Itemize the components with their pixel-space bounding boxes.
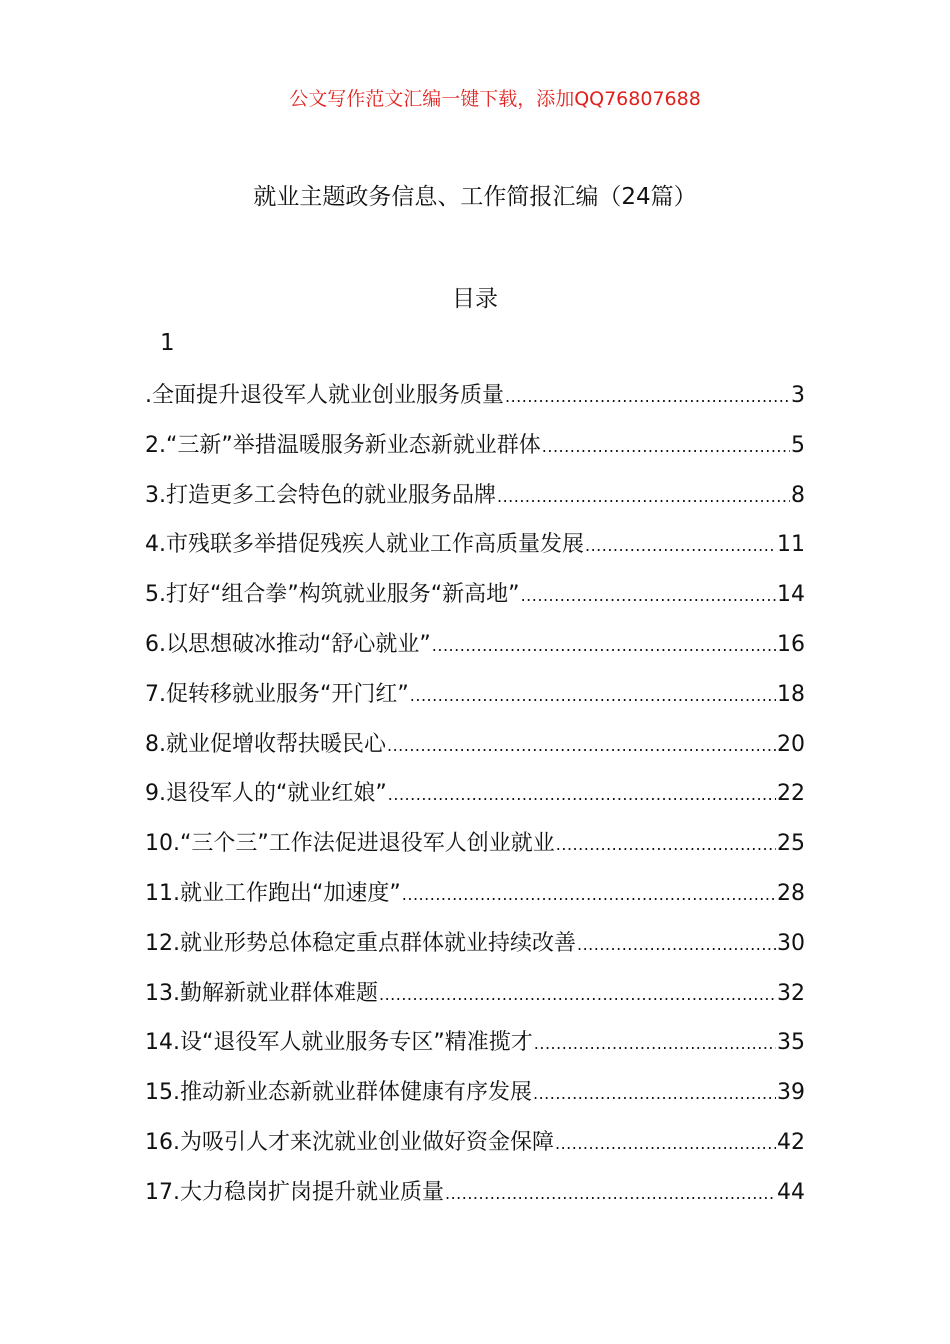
toc-entry[interactable] (145, 1025, 805, 1075)
toc-entry[interactable] (145, 527, 805, 577)
dot-leader (387, 736, 776, 755)
toc-entry-page: 20 (777, 731, 805, 757)
toc-entry[interactable] (145, 1075, 805, 1125)
toc-entry-page: 25 (777, 831, 805, 857)
toc-entry-title: 15.推动新业态新就业群体健康有序发展 (145, 1080, 532, 1106)
dot-leader (542, 437, 790, 456)
toc-entry[interactable] (145, 677, 805, 727)
toc-entry[interactable] (145, 976, 805, 1026)
toc-entry-page: 3 (791, 383, 805, 408)
dot-leader (521, 586, 776, 605)
toc-entry-title: .全面提升退役军人就业创业服务质量 (145, 383, 504, 408)
table-of-contents (145, 378, 805, 1225)
toc-entry-page: 32 (777, 980, 805, 1006)
toc-entry[interactable] (145, 876, 805, 926)
toc-entry-page: 30 (777, 930, 805, 956)
toc-entry[interactable] (145, 478, 805, 528)
dot-leader (505, 387, 790, 406)
toc-entry-title: 14.设“退役军人就业服务专区”精准揽才 (145, 1030, 533, 1056)
dot-leader (445, 1184, 776, 1203)
dot-leader (379, 985, 776, 1004)
dot-leader (402, 885, 776, 904)
toc-entry[interactable] (145, 577, 805, 627)
toc-heading: 目录 (452, 286, 498, 312)
toc-entry[interactable] (145, 926, 805, 976)
dot-leader (388, 785, 776, 804)
toc-entry-page: 14 (777, 582, 805, 608)
dot-leader (555, 1134, 776, 1153)
toc-entry[interactable] (145, 1125, 805, 1175)
toc-entry-title: 16.为吸引人才来沈就业创业做好资金保障 (145, 1129, 554, 1155)
toc-entry-title: 12.就业形势总体稳定重点群体就业持续改善 (145, 930, 576, 956)
toc-entry-page: 39 (777, 1080, 805, 1106)
dot-leader (432, 636, 776, 655)
toc-entry[interactable] (145, 627, 805, 677)
toc-entry-title: 5.打好“组合拳”构筑就业服务“新高地” (145, 582, 520, 608)
toc-entry-title: 4.市残联多举措促残疾人就业工作高质量发展 (145, 532, 584, 558)
toc-entry-title: 9.退役军人的“就业红娘” (145, 781, 387, 807)
toc-entry[interactable] (145, 1175, 805, 1225)
toc-entry-page: 11 (777, 532, 805, 558)
toc-entry-page: 22 (777, 781, 805, 807)
toc-entry-page: 42 (777, 1129, 805, 1155)
toc-entry-title: 2.“三新”举措温暖服务新业态新就业群体 (145, 432, 541, 458)
toc-first-number: 1 (160, 330, 175, 356)
toc-entry-page: 8 (791, 482, 805, 508)
toc-entry[interactable] (145, 776, 805, 826)
toc-entry[interactable] (145, 826, 805, 876)
toc-entry-title: 6.以思想破冰推动“舒心就业” (145, 631, 431, 657)
toc-entry-page: 16 (777, 631, 805, 657)
toc-entry[interactable] (145, 378, 805, 428)
toc-entry-title: 10.“三个三”工作法促进退役军人创业就业 (145, 831, 555, 857)
toc-entry-page: 18 (777, 681, 805, 707)
dot-leader (577, 935, 776, 954)
toc-entry-page: 5 (791, 432, 805, 458)
dot-leader (534, 1034, 776, 1053)
toc-entry-title: 11.就业工作跑出“加速度” (145, 880, 401, 906)
toc-entry[interactable] (145, 727, 805, 777)
document-title: 就业主题政务信息、工作简报汇编（24篇） (253, 184, 697, 210)
toc-entry-title: 13.勤解新就业群体难题 (145, 980, 378, 1006)
dot-leader (497, 487, 790, 506)
toc-entry-title: 8.就业促增收帮扶暖民心 (145, 731, 386, 757)
toc-entry-page: 44 (777, 1179, 805, 1205)
toc-entry-page: 35 (777, 1030, 805, 1056)
toc-entry-title: 7.促转移就业服务“开门红” (145, 681, 409, 707)
toc-entry[interactable] (145, 428, 805, 478)
dot-leader (533, 1084, 776, 1103)
toc-entry-title: 3.打造更多工会特色的就业服务品牌 (145, 482, 496, 508)
toc-entry-page: 28 (777, 880, 805, 906)
toc-entry-title: 17.大力稳岗扩岗提升就业质量 (145, 1179, 444, 1205)
watermark-text: 公文写作范文汇编一键下载，添加QQ76807688 (289, 88, 701, 110)
dot-leader (585, 536, 776, 555)
dot-leader (410, 686, 776, 705)
dot-leader (556, 835, 776, 854)
